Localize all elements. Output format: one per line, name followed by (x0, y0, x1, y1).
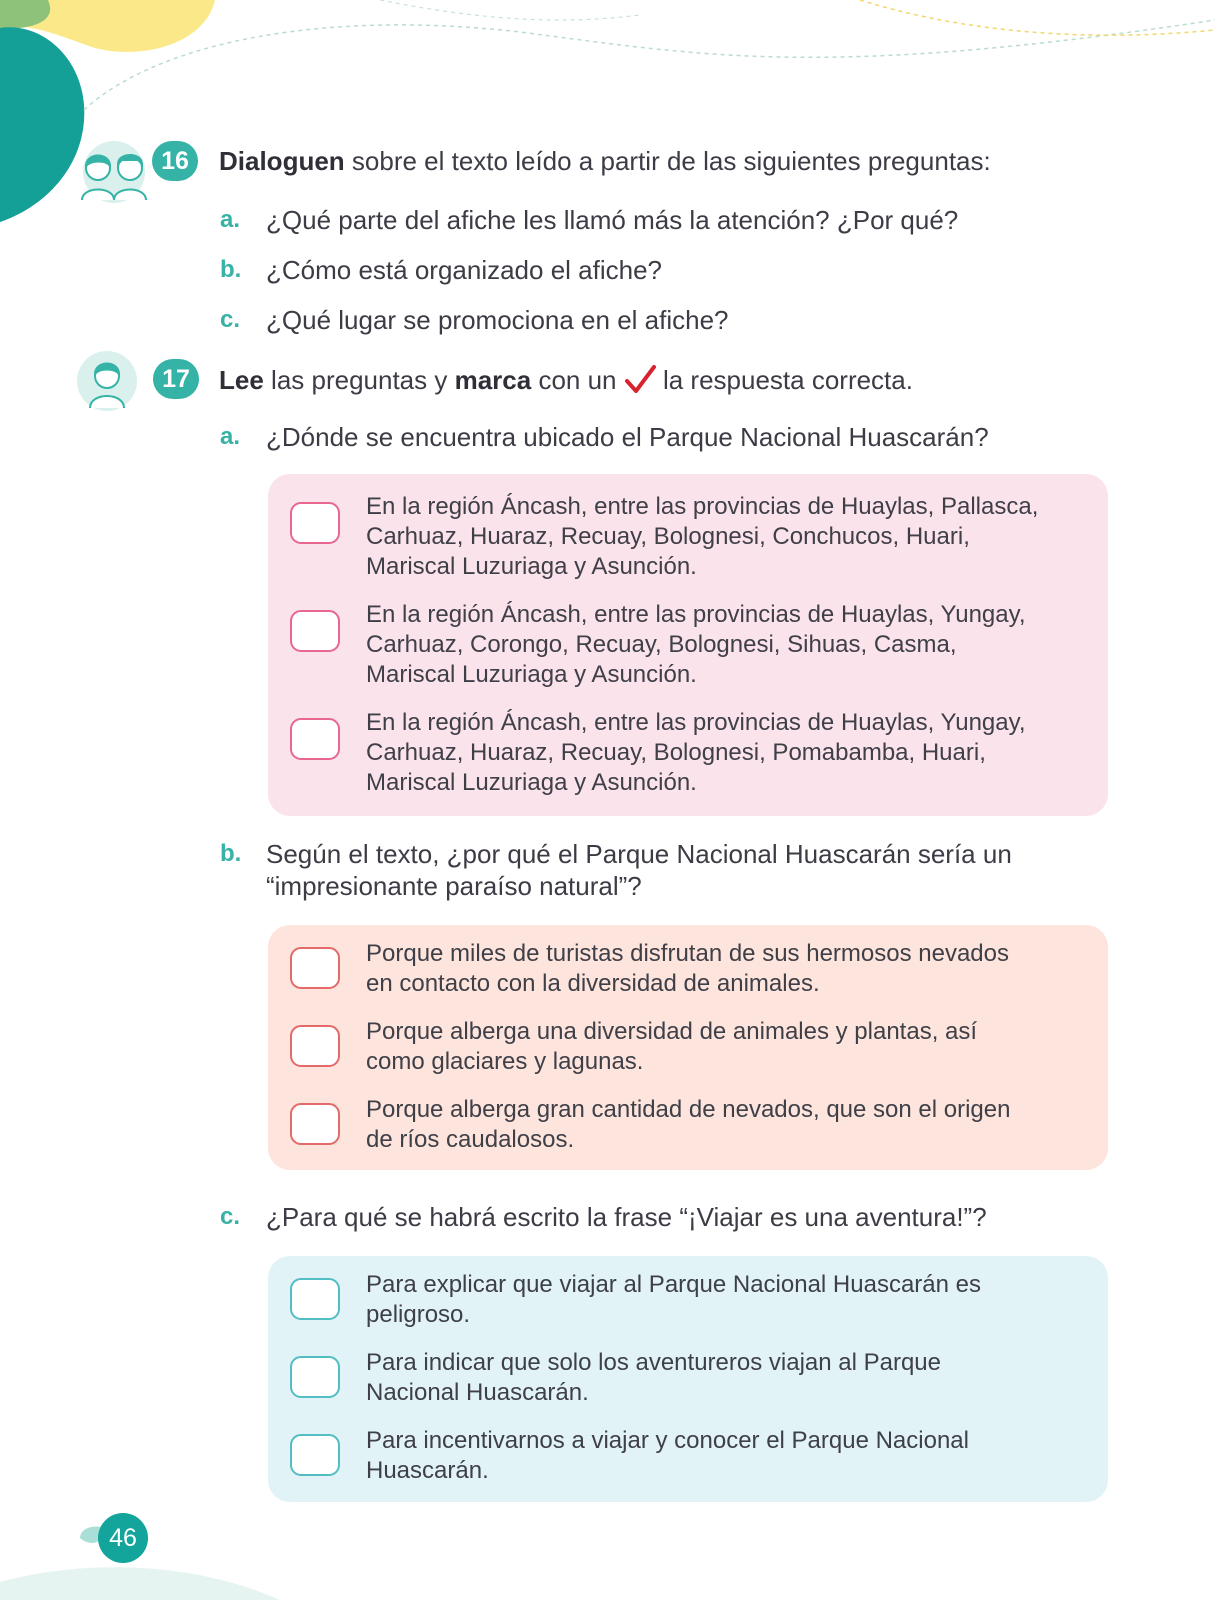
activity-17-instruction (219, 364, 913, 396)
question-16-c-letter: c. (220, 306, 241, 333)
question-16-b-letter: b. (220, 256, 242, 283)
instruction-text: sobre el texto leído a partir de las siguientes preguntas: (344, 146, 991, 176)
question-17-b-text-line1: Según el texto, ¿por qué el Parque Nacional Huascarán sería un (266, 839, 1012, 869)
option-checkbox[interactable] (290, 610, 340, 652)
activity-16-instruction (219, 145, 991, 177)
answer-panel-b (268, 925, 1108, 1170)
question-16-b-text: ¿Cómo está organizado el afiche? (266, 255, 663, 285)
option-checkbox[interactable] (290, 502, 340, 544)
answer-panel-a (268, 474, 1108, 816)
instruction-text-3: la respuesta correcta. (655, 365, 913, 395)
pair-of-students-icon (76, 140, 152, 206)
option-text: Para incentivarnos a viajar y conocer el Parque Nacional Huascarán. (366, 1427, 969, 1484)
option-checkbox[interactable] (290, 1434, 340, 1476)
option-text: En la región Áncash, entre las provincias de Huaylas, Yungay, Carhuaz, Huaraz, Recuay, Bolognesi, Pomabamba, Huari, Mariscal Luzuriaga y Asunción. (366, 709, 1026, 796)
question-16-a-text: ¿Qué parte del afiche les llamó más la atención? ¿Por qué? (266, 205, 959, 235)
option-checkbox[interactable] (290, 1356, 340, 1398)
instruction-bold-marca: marca (454, 365, 532, 395)
question-17-b-text-line2: “impresionante paraíso natural”? (266, 871, 642, 901)
student-icon (76, 350, 138, 412)
option-text: Porque miles de turistas disfrutan de sus hermosos nevados en contacto con la diversidad de animales. (366, 940, 1009, 997)
activity-17-number: 17 (153, 359, 199, 399)
instruction-bold-word: Dialoguen (219, 146, 345, 176)
question-16-c-text: ¿Qué lugar se promociona en el afiche? (266, 305, 729, 335)
option-text: Para indicar que solo los aventureros viajan al Parque Nacional Huascarán. (366, 1349, 942, 1406)
question-17-b-letter: b. (220, 840, 242, 867)
checkmark-icon (624, 365, 656, 395)
question-17-c-text: ¿Para qué se habrá escrito la frase “¡Viajar es una aventura!”? (266, 1202, 987, 1232)
option-text: En la región Áncash, entre las provincias de Huaylas, Pallasca, Carhuaz, Huaraz, Recuay, Bolognesi, Conchucos, Huari, Mariscal Luzuriaga y Asunción. (366, 493, 1039, 580)
question-17-a-text: ¿Dónde se encuentra ubicado el Parque Nacional Huascarán? (266, 422, 989, 452)
question-17-a-letter: a. (220, 423, 241, 450)
option-checkbox[interactable] (290, 1103, 340, 1145)
option-checkbox[interactable] (290, 718, 340, 760)
page-number: 46 (98, 1513, 148, 1563)
instruction-bold-lee: Lee (219, 365, 264, 395)
option-text: Porque alberga gran cantidad de nevados, que son el origen de ríos caudalosos. (366, 1096, 1011, 1153)
option-checkbox[interactable] (290, 1025, 340, 1067)
option-text: Para explicar que viajar al Parque Nacional Huascarán es peligroso. (366, 1271, 981, 1328)
option-text: Porque alberga una diversidad de animales y plantas, así como glaciares y lagunas. (366, 1018, 978, 1075)
activity-16-number: 16 (152, 141, 198, 181)
answer-panel-c (268, 1256, 1108, 1502)
instruction-text-2: con un (531, 365, 624, 395)
option-text: En la región Áncash, entre las provincias de Huaylas, Yungay, Carhuaz, Corongo, Recuay, Bolognesi, Sihuas, Casma, Mariscal Luzuriaga y Asunción. (366, 601, 1026, 688)
question-16-a-letter: a. (220, 206, 241, 233)
option-checkbox[interactable] (290, 947, 340, 989)
instruction-text-1: las preguntas y (263, 365, 455, 395)
option-checkbox[interactable] (290, 1278, 340, 1320)
question-17-c-letter: c. (220, 1203, 241, 1230)
